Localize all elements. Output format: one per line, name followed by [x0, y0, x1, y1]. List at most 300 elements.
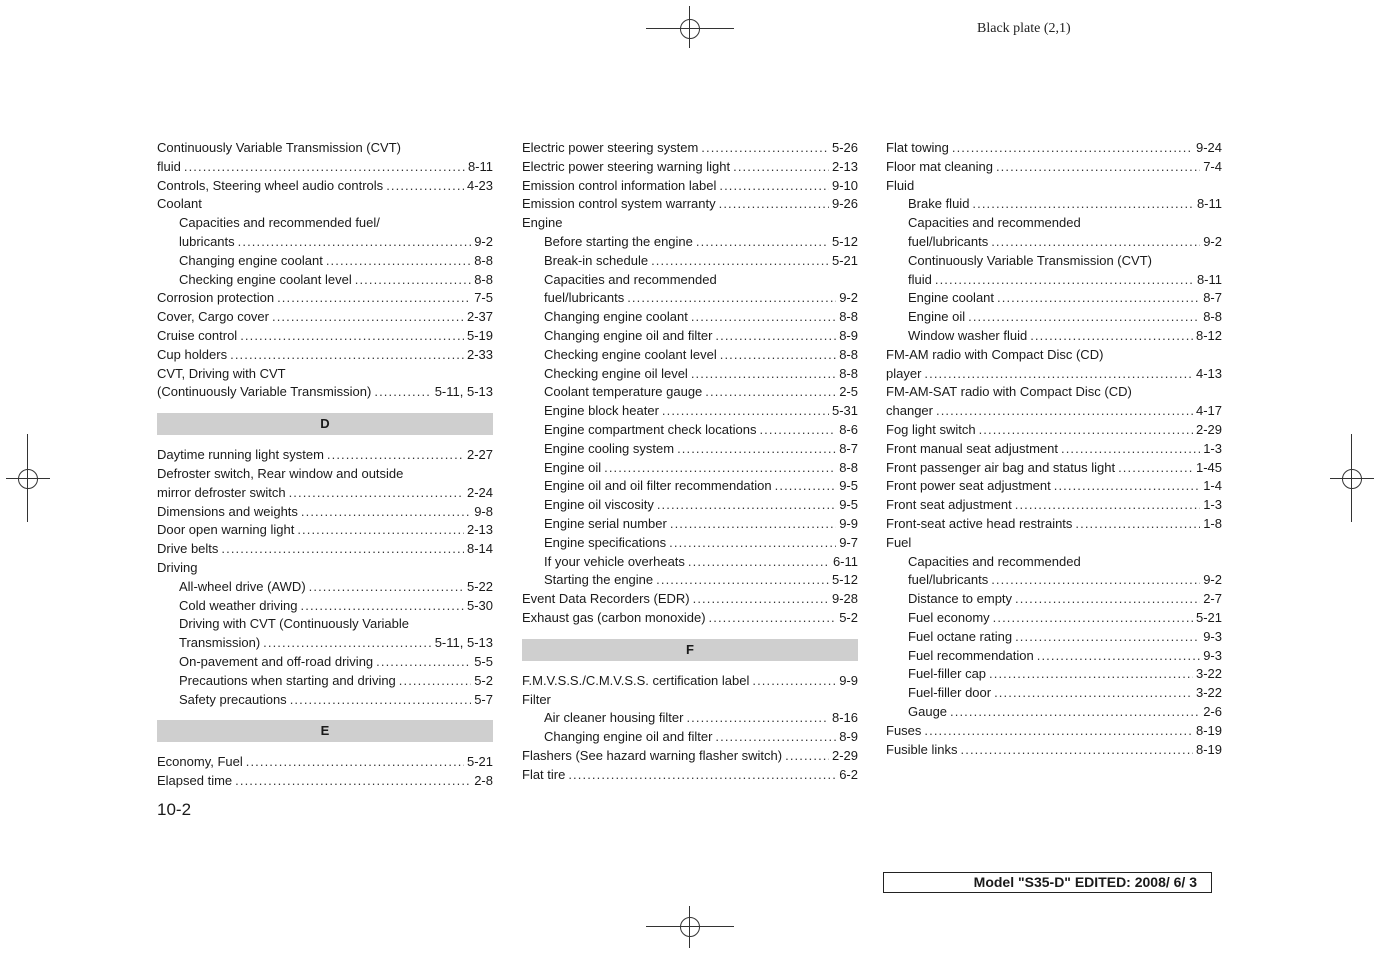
index-subentry — [157, 615, 493, 653]
section-header: D — [157, 413, 493, 435]
entry-text: changer — [886, 403, 933, 419]
dot-leader — [994, 684, 1193, 703]
entry-text: Engine coolant — [908, 290, 995, 306]
index-entry — [157, 346, 493, 365]
entry-text: Front passenger air bag and status light — [886, 459, 1116, 475]
dot-leader — [290, 691, 472, 710]
dot-leader — [604, 459, 836, 478]
entry-text: Engine block heater — [544, 403, 659, 419]
dot-leader — [677, 440, 836, 459]
entry-text: fuel/lubricants — [908, 572, 989, 588]
index-entry — [157, 158, 493, 177]
page-reference: 8-19 — [1195, 722, 1222, 738]
dot-leader — [688, 553, 830, 572]
entry-text: If your vehicle overheats — [544, 553, 685, 569]
page-reference: 9-24 — [1195, 140, 1222, 155]
index-subentry — [522, 383, 858, 402]
footer-model-edited: Model "S35-D" EDITED: 2008/ 6/ 3 — [883, 872, 1212, 893]
entry-text: Fuel octane rating — [908, 628, 1013, 644]
entry-text: Gauge — [908, 703, 948, 719]
entry-text: Dimensions and weights — [157, 503, 298, 519]
entry-text: Before starting the engine — [544, 233, 693, 249]
entry-text: CVT, Driving with CVT — [157, 365, 286, 381]
entry-text: Emission control system warranty — [522, 196, 716, 212]
page-reference: 2-13 — [466, 522, 493, 538]
index-entry — [522, 214, 858, 233]
entry-text: Front seat adjustment — [886, 497, 1012, 513]
entry-text: Precautions when starting and driving — [179, 672, 396, 688]
page-reference: 8-16 — [831, 710, 858, 726]
index-entry — [522, 672, 858, 691]
page-reference: 8-11 — [1196, 271, 1222, 287]
entry-text: Fuses — [886, 722, 922, 738]
entry-text: Break-in schedule — [544, 252, 649, 268]
entry-text: F.M.V.S.S./C.M.V.S.S. certification label — [522, 672, 750, 688]
dot-leader — [691, 365, 836, 384]
entry-text: Flat towing — [886, 140, 949, 155]
index-entry — [157, 308, 493, 327]
page-reference: 8-8 — [839, 459, 858, 475]
index-subentry — [157, 252, 493, 271]
dot-leader — [961, 741, 1193, 760]
dot-leader — [979, 421, 1193, 440]
dot-leader — [1061, 440, 1200, 459]
entry-text: Flat tire — [522, 766, 566, 782]
entry-text: Checking engine coolant level — [179, 271, 352, 287]
index-subentry — [886, 684, 1222, 703]
dot-leader — [221, 540, 464, 559]
index-subentry — [157, 691, 493, 710]
dot-leader — [386, 177, 464, 196]
page-reference: 2-29 — [1195, 421, 1222, 437]
page-reference: 7-5 — [474, 290, 493, 306]
index-entry — [886, 177, 1222, 196]
dot-leader — [301, 503, 471, 522]
index-subentry — [522, 440, 858, 459]
entry-text: Engine serial number — [544, 515, 667, 531]
entry-text: Brake fluid — [908, 196, 970, 212]
index-subentry — [886, 214, 1222, 252]
page-reference: 9-8 — [474, 503, 493, 519]
entry-text: FM-AM-SAT radio with Compact Disc (CD) — [886, 384, 1132, 400]
entry-text: Fog light switch — [886, 421, 976, 437]
dot-leader — [184, 158, 465, 177]
dot-leader — [301, 597, 464, 616]
dot-leader — [1015, 590, 1200, 609]
dot-leader — [662, 402, 829, 421]
entry-text: Fuel recommendation — [908, 647, 1034, 663]
page-reference: 9-10 — [831, 177, 858, 193]
dot-leader — [759, 421, 836, 440]
entry-text: Coolant — [157, 196, 202, 212]
entry-text: Checking engine coolant level — [544, 346, 717, 362]
dot-leader — [326, 252, 471, 271]
page-reference: 5-5 — [474, 653, 493, 669]
page-reference: 1-3 — [1203, 497, 1222, 513]
index-entry — [157, 465, 493, 503]
dot-leader — [696, 233, 829, 252]
entry-text: Changing engine coolant — [179, 252, 323, 268]
entry-text: Controls, Steering wheel audio controls — [157, 177, 384, 193]
dot-leader — [715, 327, 836, 346]
entry-text: Capacities and recommended — [908, 553, 1081, 569]
entry-text: Safety precautions — [179, 691, 287, 707]
index-column-3 — [886, 139, 1222, 759]
dot-leader — [297, 521, 464, 540]
page-reference: 5-31 — [831, 403, 858, 419]
entry-text: fluid — [157, 158, 181, 174]
dot-leader — [1118, 459, 1193, 478]
entry-text: Daytime running light system — [157, 447, 324, 463]
crop-mark-left — [6, 434, 50, 522]
dot-leader — [701, 139, 829, 158]
page-reference: 2-33 — [466, 346, 493, 362]
page-reference: 2-27 — [466, 447, 493, 463]
entry-text: Engine specifications — [544, 534, 667, 550]
page-reference: 7-4 — [1203, 158, 1222, 174]
entry-text: Capacities and recommended fuel/ — [179, 215, 380, 231]
dot-leader — [950, 703, 1200, 722]
page-reference: 8-8 — [474, 271, 493, 287]
dot-leader — [1030, 327, 1193, 346]
plate-label: Black plate (2,1) — [977, 21, 1071, 36]
dot-leader — [289, 484, 464, 503]
index-subentry — [886, 289, 1222, 308]
entry-text: Transmission) — [179, 635, 261, 651]
entry-text: fuel/lubricants — [544, 290, 625, 306]
page-reference: 5-21 — [466, 754, 493, 770]
dot-leader — [991, 571, 1200, 590]
index-entry — [157, 753, 493, 772]
page-reference: 1-3 — [1203, 440, 1222, 456]
dot-leader — [705, 383, 836, 402]
entry-text: Capacities and recommended — [544, 271, 717, 287]
dot-leader — [399, 672, 471, 691]
dot-leader — [263, 634, 432, 653]
index-entry — [522, 747, 858, 766]
index-subentry — [886, 252, 1222, 290]
dot-leader — [972, 195, 1194, 214]
entry-text: fluid — [908, 271, 932, 287]
entry-text: Fuel — [886, 534, 912, 550]
page-reference: 2-8 — [474, 773, 493, 789]
entry-text: Economy, Fuel — [157, 754, 243, 770]
index-entry — [522, 691, 858, 710]
dot-leader — [686, 709, 829, 728]
dot-leader — [924, 365, 1193, 384]
index-entry — [157, 540, 493, 559]
entry-text: Engine oil — [544, 459, 602, 475]
entry-text: Continuously Variable Transmission (CVT) — [908, 252, 1152, 268]
index-entry — [886, 515, 1222, 534]
dot-leader — [238, 233, 472, 252]
index-subentry — [157, 653, 493, 672]
page-reference: 5-19 — [466, 327, 493, 343]
index-entry — [157, 559, 493, 578]
index-entry — [522, 590, 858, 609]
entry-text: Window washer fluid — [908, 327, 1028, 343]
index-entry — [157, 503, 493, 522]
index-entry — [522, 158, 858, 177]
page-reference: 9-3 — [1203, 647, 1222, 663]
entry-text: Engine oil — [908, 309, 966, 325]
index-subentry — [522, 233, 858, 252]
page-reference: 9-5 — [839, 497, 858, 513]
entry-text: Cup holders — [157, 346, 228, 362]
entry-text: mirror defroster switch — [157, 484, 286, 500]
section-header: E — [157, 720, 493, 742]
index-subentry — [522, 553, 858, 572]
page-number: 10-2 — [157, 800, 192, 819]
dot-leader — [277, 289, 471, 308]
dot-leader — [693, 590, 829, 609]
index-entry — [886, 496, 1222, 515]
page-reference: 8-19 — [1195, 741, 1222, 757]
page-reference: 8-8 — [1203, 309, 1222, 325]
entry-text: Exhaust gas (carbon monoxide) — [522, 609, 706, 625]
index-entry — [886, 158, 1222, 177]
page-reference: 6-11 — [832, 553, 858, 569]
crop-mark-top — [646, 6, 734, 48]
index-subentry — [886, 553, 1222, 591]
entry-text: Fusible links — [886, 741, 958, 757]
dot-leader — [935, 271, 1194, 290]
entry-text: Fuel economy — [908, 609, 990, 625]
entry-text: Changing engine coolant — [544, 309, 688, 325]
entry-text: Fuel-filler door — [908, 685, 992, 701]
page-reference: 8-11 — [1196, 196, 1222, 212]
dot-leader — [996, 158, 1200, 177]
entry-text: (Continuously Variable Transmission) — [157, 384, 372, 400]
index-subentry — [886, 327, 1222, 346]
entry-text: Continuously Variable Transmission (CVT) — [157, 140, 401, 155]
entry-text: Floor mat cleaning — [886, 158, 993, 174]
index-entry — [886, 139, 1222, 158]
page-reference: 8-6 — [839, 421, 858, 437]
entry-text: Changing engine oil and filter — [544, 327, 713, 343]
entry-text: Cruise control — [157, 327, 238, 343]
page-reference: 8-12 — [1195, 327, 1222, 343]
index-subentry — [522, 515, 858, 534]
index-subentry — [886, 628, 1222, 647]
dot-leader — [670, 515, 836, 534]
entry-text: Fluid — [886, 177, 915, 193]
page-reference: 8-8 — [474, 252, 493, 268]
entry-text: Elapsed time — [157, 773, 233, 789]
index-entry — [157, 177, 493, 196]
dot-leader — [924, 722, 1193, 741]
index-subentry — [522, 709, 858, 728]
dot-leader — [240, 327, 464, 346]
page-reference: 8-11 — [467, 158, 493, 174]
dot-leader — [309, 578, 464, 597]
page-reference: 5-7 — [474, 691, 493, 707]
entry-text: Coolant temperature gauge — [544, 384, 703, 400]
page-reference: 1-45 — [1195, 459, 1222, 475]
dot-leader — [952, 139, 1193, 158]
dot-leader — [272, 308, 464, 327]
entry-text: lubricants — [179, 233, 235, 249]
entry-text: Capacities and recommended — [908, 215, 1081, 231]
page-reference: 2-24 — [466, 484, 493, 500]
dot-leader — [691, 308, 836, 327]
page-reference: 9-28 — [831, 591, 858, 607]
entry-text: On-pavement and off-road driving — [179, 653, 374, 669]
dot-leader — [1037, 647, 1200, 666]
dot-leader — [327, 446, 464, 465]
page-reference: 5-30 — [466, 597, 493, 613]
page-reference: 5-12 — [831, 233, 858, 249]
index-entry — [157, 446, 493, 465]
entry-text: Engine — [522, 215, 563, 231]
entry-text: Defroster switch, Rear window and outside — [157, 465, 404, 481]
page-reference: 3-22 — [1195, 666, 1222, 682]
dot-leader — [993, 609, 1193, 628]
index-entry — [157, 521, 493, 540]
page-reference: 5-2 — [839, 609, 858, 625]
dot-leader — [374, 383, 431, 402]
entry-text: Electric power steering system — [522, 140, 699, 155]
entry-text: Event Data Recorders (EDR) — [522, 591, 690, 607]
dot-leader — [709, 609, 837, 628]
index-subentry — [522, 496, 858, 515]
dot-leader — [989, 665, 1193, 684]
dot-leader — [376, 653, 471, 672]
dot-leader — [246, 753, 464, 772]
index-subentry — [522, 252, 858, 271]
index-entry — [157, 139, 493, 158]
entry-text: Checking engine oil level — [544, 365, 688, 381]
index-entry — [157, 289, 493, 308]
index-entry — [886, 722, 1222, 741]
dot-leader — [657, 496, 836, 515]
dot-leader — [651, 252, 829, 271]
page-reference: 8-14 — [466, 541, 493, 557]
entry-text: Corrosion protection — [157, 290, 275, 306]
page-reference: 5-21 — [1195, 609, 1222, 625]
index-entry — [886, 459, 1222, 478]
page-reference: 4-13 — [1195, 365, 1222, 381]
index-subentry — [522, 534, 858, 553]
entry-text: Front manual seat adjustment — [886, 440, 1058, 456]
index-entry — [522, 609, 858, 628]
index-subentry — [157, 672, 493, 691]
entry-text: Fuel-filler cap — [908, 666, 987, 682]
index-entry — [886, 741, 1222, 760]
page-reference: 4-17 — [1195, 403, 1222, 419]
page-reference: 2-37 — [466, 309, 493, 325]
index-entry — [522, 766, 858, 785]
page-reference: 2-13 — [831, 158, 858, 174]
entry-text: Driving — [157, 559, 198, 575]
index-entry — [157, 365, 493, 403]
dot-leader — [627, 289, 836, 308]
entry-text: Changing engine oil and filter — [544, 729, 713, 745]
index-entry — [886, 346, 1222, 384]
index-subentry — [522, 346, 858, 365]
entry-text: Electric power steering warning light — [522, 158, 731, 174]
index-subentry — [157, 214, 493, 252]
entry-text: Air cleaner housing filter — [544, 710, 684, 726]
section-header: F — [522, 639, 858, 661]
index-entry — [886, 383, 1222, 421]
index-subentry — [522, 402, 858, 421]
index-subentry — [522, 365, 858, 384]
entry-text: Engine oil viscosity — [544, 497, 654, 513]
page-reference: 2-5 — [839, 384, 858, 400]
entry-text: Starting the engine — [544, 572, 654, 588]
index-subentry — [522, 728, 858, 747]
entry-text: All-wheel drive (AWD) — [179, 578, 306, 594]
index-subentry — [522, 308, 858, 327]
entry-text: Door open warning light — [157, 522, 295, 538]
dot-leader — [733, 158, 829, 177]
index-subentry — [157, 597, 493, 616]
index-subentry — [522, 477, 858, 496]
index-entry — [157, 327, 493, 346]
index-entry — [157, 772, 493, 791]
index-subentry — [886, 590, 1222, 609]
dot-leader — [1075, 515, 1200, 534]
entry-text: player — [886, 365, 922, 381]
index-subentry — [522, 327, 858, 346]
page-reference: 2-6 — [1203, 703, 1222, 719]
page-reference: 9-5 — [839, 478, 858, 494]
page-reference: 9-9 — [839, 515, 858, 531]
entry-text: Cover, Cargo cover — [157, 309, 269, 325]
index-subentry — [157, 578, 493, 597]
index-entry — [522, 139, 858, 158]
entry-text: FM-AM radio with Compact Disc (CD) — [886, 346, 1104, 362]
dot-leader — [775, 477, 837, 496]
page-reference: 9-7 — [839, 534, 858, 550]
index-subentry — [886, 647, 1222, 666]
index-subentry — [522, 421, 858, 440]
page-reference: 1-8 — [1203, 515, 1222, 531]
entry-text: Engine compartment check locations — [544, 421, 757, 437]
page-reference: 9-9 — [839, 672, 858, 688]
dot-leader — [715, 728, 836, 747]
index-subentry — [886, 665, 1222, 684]
page-reference: 5-22 — [466, 578, 493, 594]
dot-leader — [669, 534, 836, 553]
index-subentry — [522, 571, 858, 590]
index-subentry — [157, 271, 493, 290]
index-subentry — [522, 271, 858, 309]
page-reference: 4-23 — [466, 177, 493, 193]
dot-leader — [752, 672, 836, 691]
dot-leader — [235, 772, 471, 791]
dot-leader — [355, 271, 471, 290]
index-column-1 — [157, 139, 493, 791]
page-reference: 9-2 — [1203, 572, 1222, 588]
dot-leader — [568, 766, 836, 785]
page-reference: 8-8 — [839, 309, 858, 325]
index-entry — [522, 177, 858, 196]
entry-text: Cold weather driving — [179, 597, 298, 613]
entry-text: Flashers (See hazard warning flasher switch) — [522, 747, 783, 763]
entry-text: Engine oil and oil filter recommendation — [544, 478, 772, 494]
page-reference: 5-11, 5-13 — [434, 384, 493, 400]
entry-text: Engine cooling system — [544, 440, 675, 456]
index-entry — [522, 195, 858, 214]
index-entry — [886, 421, 1222, 440]
page-reference: 9-3 — [1203, 628, 1222, 644]
entry-text: Driving with CVT (Continuously Variable — [179, 616, 410, 632]
crop-mark-right — [1330, 434, 1374, 522]
page-reference: 8-9 — [839, 729, 858, 745]
index-subentry — [886, 609, 1222, 628]
